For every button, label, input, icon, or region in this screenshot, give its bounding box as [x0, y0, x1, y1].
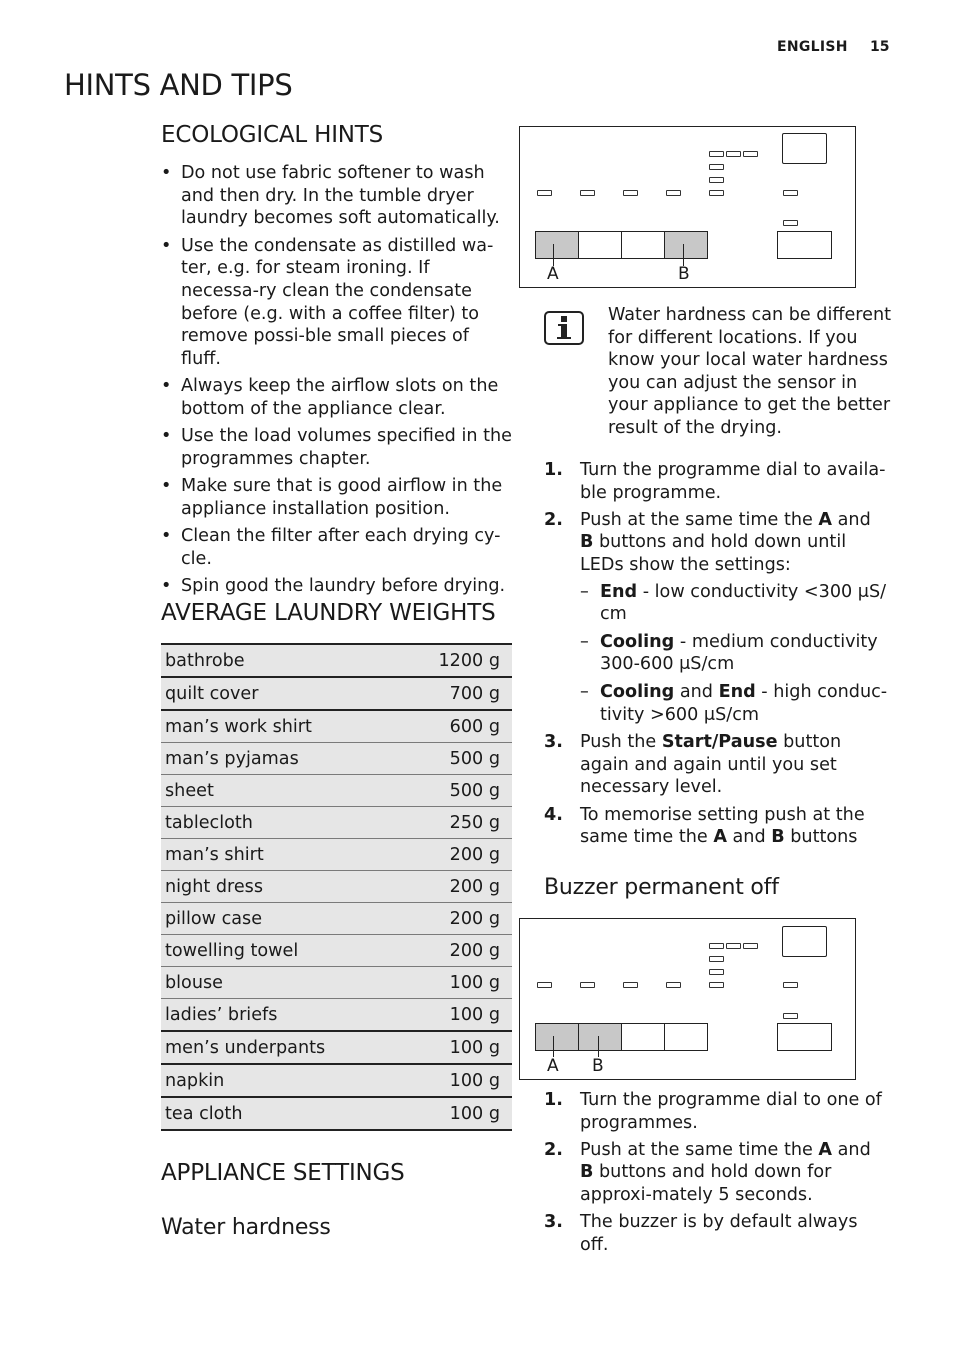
option-button: [621, 1023, 665, 1051]
table-row: [161, 903, 512, 935]
list-item: • Always keep the airflow slots on the bottom of the appliance clear.: [160, 375, 512, 420]
item-cell: tablecloth: [161, 807, 405, 839]
item-cell: blouse: [161, 967, 405, 999]
weight-cell: 1200 g: [405, 644, 512, 677]
button-b: [578, 1023, 622, 1051]
item-cell: quilt cover: [161, 677, 405, 710]
step-number: 1.: [544, 1090, 563, 1110]
step-text: Push the: [580, 732, 662, 753]
weight-cell: 200 g: [405, 839, 512, 871]
item-cell: ladies’ briefs: [161, 999, 405, 1032]
led-indicator: [783, 982, 798, 988]
setting-item: [580, 681, 889, 726]
step-text: and: [726, 827, 772, 848]
buzzer-heading: Buzzer permanent off: [544, 875, 779, 900]
step-item: [544, 731, 889, 799]
callout-label-b: B: [678, 264, 690, 284]
led-indicator: [666, 982, 681, 988]
step-text: buttons: [784, 827, 858, 848]
step-text: buttons and hold down until LEDs show the settings:: [580, 532, 847, 575]
button-b-ref: B: [771, 827, 785, 848]
step-text: To memorise setting push at the same time the: [580, 804, 865, 848]
step-number: 3.: [544, 1212, 563, 1233]
item-cell: man’s pyjamas: [161, 743, 405, 775]
led-indicator: [623, 982, 638, 988]
table-row: [161, 775, 512, 807]
ecological-hints-heading: ECOLOGICAL HINTS: [161, 122, 384, 148]
setting-text: and: [674, 681, 719, 702]
setting-item: [580, 631, 889, 676]
led-indicator: [783, 1013, 798, 1019]
water-hardness-heading: Water hardness: [161, 1215, 331, 1240]
led-indicator: [709, 177, 724, 183]
callout-label-a: A: [547, 1056, 559, 1076]
led-indicator: [709, 982, 724, 988]
led-indicator: [743, 943, 758, 949]
led-indicator: [709, 190, 724, 196]
item-cell: sheet: [161, 775, 405, 807]
item-cell: man’s shirt: [161, 839, 405, 871]
option-button: [578, 231, 622, 259]
item-cell: tea cloth: [161, 1097, 405, 1130]
button-a: [535, 231, 579, 259]
step-number: 2.: [544, 509, 563, 530]
item-cell: night dress: [161, 871, 405, 903]
weight-cell: 250 g: [405, 807, 512, 839]
weight-cell: 700 g: [405, 677, 512, 710]
table-row: [161, 839, 512, 871]
callout-label-b: B: [592, 1056, 604, 1076]
step-text: button again and again until you set necessary level.: [580, 732, 842, 798]
button-a-ref: A: [818, 509, 833, 530]
table-row: [161, 871, 512, 903]
led-indicator: [580, 190, 595, 196]
list-item: • Make sure that is good airflow in the appliance installation position.: [160, 475, 512, 520]
water-hardness-steps: [544, 459, 889, 853]
item-cell: man’s work shirt: [161, 710, 405, 743]
start-pause-ref: Start/Pause: [661, 732, 778, 753]
table-row: [161, 935, 512, 967]
step-text: Push at the same time the: [580, 1139, 819, 1160]
setting-text: - medium conductivity 300-600 μS/cm: [600, 631, 878, 675]
led-indicator: [537, 190, 552, 196]
control-panel-diagram: [519, 126, 856, 288]
step-number: 1.: [544, 460, 563, 480]
weight-cell: 100 g: [405, 967, 512, 999]
list-item: • Clean the filter after each drying cy-cle.: [160, 525, 512, 570]
table-row: [161, 807, 512, 839]
list-item: • Use the load volumes specified in the programmes chapter.: [160, 425, 512, 470]
table-row: [161, 967, 512, 999]
start-pause-button: [777, 1023, 832, 1051]
step-item: [544, 1139, 889, 1207]
item-cell: towelling towel: [161, 935, 405, 967]
table-row: [161, 1097, 512, 1130]
table-row: [161, 999, 512, 1032]
callout-line: [553, 1036, 554, 1057]
weight-cell: 200 g: [405, 871, 512, 903]
table-row: [161, 743, 512, 775]
button-a-ref: A: [713, 827, 727, 848]
step-number: 2.: [544, 1139, 563, 1160]
buzzer-steps: [544, 1089, 889, 1261]
appliance-settings-heading: APPLIANCE SETTINGS: [161, 1160, 405, 1186]
laundry-weights-table: [161, 643, 512, 1131]
table-row: [161, 644, 512, 677]
page-number: 15: [870, 39, 890, 55]
led-indicator: [709, 151, 724, 157]
led-indicator: [783, 220, 798, 226]
step-text: Push at the same time the: [580, 509, 819, 530]
step-text: and: [832, 1139, 871, 1160]
led-indicator: [580, 982, 595, 988]
setting-text: - low conductivity <300 μS/ cm: [600, 581, 887, 625]
callout-label-a: A: [547, 264, 559, 284]
led-indicator: [666, 190, 681, 196]
table-row: [161, 1064, 512, 1097]
weight-cell: 200 g: [405, 935, 512, 967]
step-text: The buzzer is by default always off.: [580, 1212, 858, 1255]
led-indicator: [726, 943, 741, 949]
setting-name: End: [600, 581, 638, 602]
option-button: [664, 1023, 708, 1051]
setting-name: End: [718, 681, 756, 702]
setting-item: [580, 581, 889, 626]
led-indicator: [709, 956, 724, 962]
button-b-ref: B: [580, 1162, 594, 1183]
header-language: ENGLISH: [777, 39, 848, 55]
setting-name: Cooling: [600, 631, 675, 652]
step-item: [544, 1089, 889, 1134]
weight-cell: 100 g: [405, 1031, 512, 1064]
weight-cell: 100 g: [405, 999, 512, 1032]
weight-cell: 100 g: [405, 1097, 512, 1130]
list-item: • Spin good the laundry before drying.: [160, 575, 512, 598]
led-indicator: [709, 943, 724, 949]
step-item: [544, 459, 889, 504]
time-display: [782, 926, 827, 957]
setting-text: - high conduc-tivity >600 μS/cm: [600, 681, 888, 725]
step-text: Turn the programme dial to one of programmes.: [580, 1090, 882, 1133]
time-display: [782, 133, 827, 164]
item-cell: men’s underpants: [161, 1031, 405, 1064]
weight-cell: 500 g: [405, 775, 512, 807]
info-icon: [544, 311, 584, 345]
list-item: • Use the condensate as distilled wa-ter, e.g. for steam ironing. If necessa-ry clean the condensate before (e.g. with a coffee filter) to remove possi-ble small pieces of fluff.: [160, 235, 512, 371]
weight-cell: 100 g: [405, 1064, 512, 1097]
control-panel-diagram: [519, 918, 856, 1080]
step-number: 4.: [544, 804, 563, 825]
setting-name: Cooling: [600, 681, 675, 702]
step-text: and: [832, 509, 871, 530]
page-title: HINTS AND TIPS: [64, 68, 293, 102]
weight-cell: 500 g: [405, 743, 512, 775]
item-cell: bathrobe: [161, 644, 405, 677]
callout-line: [553, 244, 554, 266]
info-note: Water hardness can be different for different locations. If you know your local water hardness you can adjust the sensor in your appliance to get the better result of the drying.: [608, 305, 892, 438]
item-cell: napkin: [161, 1064, 405, 1097]
led-indicator: [709, 969, 724, 975]
button-a-ref: A: [818, 1139, 833, 1160]
start-pause-button: [777, 231, 832, 259]
callout-line: [683, 244, 684, 266]
list-item: • Do not use fabric softener to wash and then dry. In the tumble dryer laundry becomes soft automatically.: [160, 162, 512, 230]
callout-line: [598, 1036, 599, 1057]
led-indicator: [743, 151, 758, 157]
settings-list: [580, 581, 889, 727]
weight-cell: 600 g: [405, 710, 512, 743]
led-indicator: [623, 190, 638, 196]
item-cell: pillow case: [161, 903, 405, 935]
button-b-ref: B: [580, 532, 594, 553]
option-button: [621, 231, 665, 259]
step-number: 3.: [544, 732, 563, 753]
button-b: [664, 231, 708, 259]
led-indicator: [783, 190, 798, 196]
button-a: [535, 1023, 579, 1051]
table-row: [161, 1031, 512, 1064]
laundry-weights-heading: AVERAGE LAUNDRY WEIGHTS: [161, 600, 496, 626]
step-text: buttons and hold down for approxi-mately 5 seconds.: [580, 1162, 832, 1205]
step-text: Turn the programme dial to availa-ble programme.: [580, 460, 886, 503]
table-row: [161, 677, 512, 710]
ecological-hints-list: [160, 162, 512, 602]
weight-cell: 200 g: [405, 903, 512, 935]
led-indicator: [537, 982, 552, 988]
step-item: [544, 509, 889, 726]
step-item: [544, 804, 889, 849]
step-item: [544, 1211, 889, 1256]
table-row: [161, 710, 512, 743]
led-indicator: [726, 151, 741, 157]
led-indicator: [709, 164, 724, 170]
